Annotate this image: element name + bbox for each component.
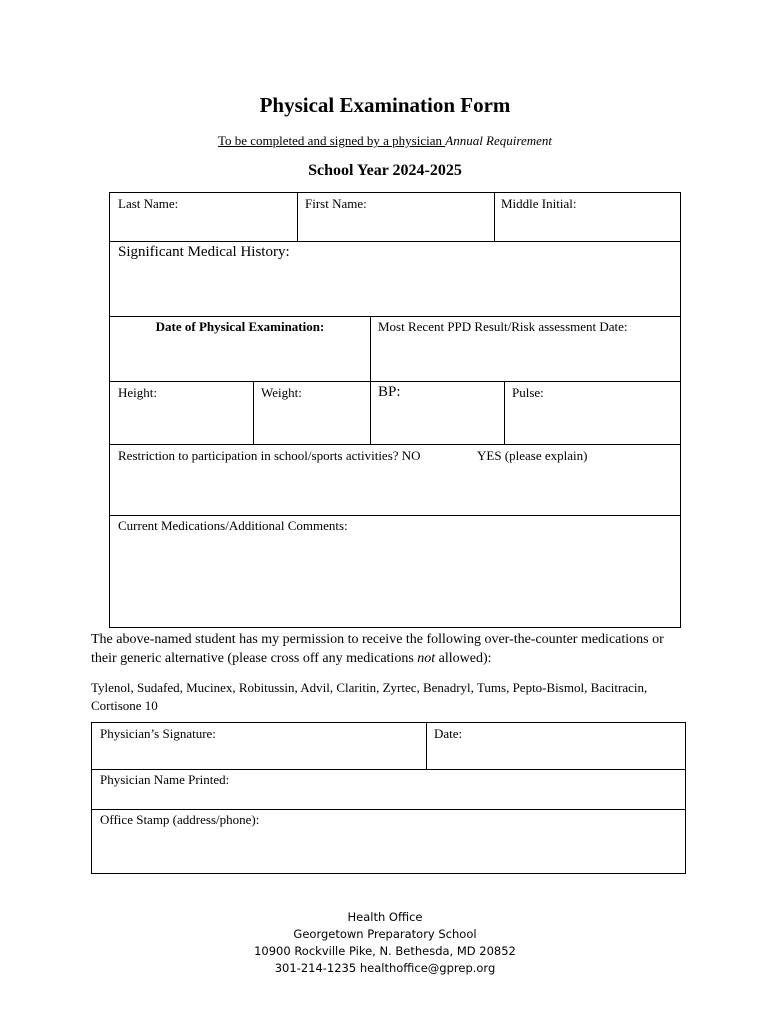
- table-border-right: [685, 722, 686, 874]
- health-office-footer: [0, 909, 770, 977]
- col-divider: [370, 316, 371, 444]
- medical-history-field[interactable]: Significant Medical History:: [118, 244, 290, 260]
- physician-name-field[interactable]: Physician Name Printed:: [100, 772, 230, 787]
- restriction-yes-option[interactable]: YES (please explain): [477, 448, 588, 463]
- table-border-bottom: [91, 873, 686, 874]
- col-divider: [504, 381, 505, 444]
- col-divider: [426, 722, 427, 770]
- permission-text-end: allowed):: [435, 651, 492, 666]
- permission-statement: [91, 630, 691, 668]
- permission-not: not: [417, 651, 436, 666]
- row-divider: [109, 381, 681, 382]
- middle-initial-field[interactable]: Middle Initial:: [501, 196, 577, 211]
- footer-address: 10900 Rockville Pike, N. Bethesda, MD 20852: [254, 944, 516, 958]
- row-divider: [91, 769, 686, 770]
- medications-comments-field[interactable]: Current Medications/Additional Comments:: [118, 518, 348, 533]
- last-name-field[interactable]: Last Name:: [118, 196, 179, 211]
- col-divider: [494, 192, 495, 241]
- row-divider: [109, 444, 681, 445]
- col-divider: [253, 381, 254, 444]
- restriction-question[interactable]: Restriction to participation in school/sports activities? NO: [118, 448, 421, 463]
- school-year: School Year 2024-2025: [308, 162, 462, 179]
- signature-date-field[interactable]: Date:: [434, 726, 463, 741]
- form-subtitle: [0, 133, 770, 149]
- form-title: Physical Examination Form: [259, 93, 511, 117]
- table-border-left: [91, 722, 92, 874]
- table-border-right: [680, 192, 681, 628]
- row-divider: [91, 809, 686, 810]
- permission-text: The above-named student has my permission to receive the following over-the-counter medications or their generic alternative (please cross off any medications: [91, 632, 664, 666]
- row-divider: [109, 515, 681, 516]
- col-divider: [297, 192, 298, 241]
- otc-medications-list: Tylenol, Sudafed, Mucinex, Robitussin, Advil, Claritin, Zyrtec, Benadryl, Tums, Pepto-Bismol, Bacitracin, Cortisone 10: [91, 680, 648, 713]
- table-border-top: [91, 722, 686, 723]
- pulse-field[interactable]: Pulse:: [512, 385, 544, 400]
- ppd-result-field[interactable]: Most Recent PPD Result/Risk assessment Date:: [378, 319, 628, 334]
- office-stamp-field[interactable]: Office Stamp (address/phone):: [100, 812, 260, 827]
- height-field[interactable]: Height:: [118, 385, 157, 400]
- first-name-field[interactable]: First Name:: [305, 196, 367, 211]
- row-divider: [109, 316, 681, 317]
- footer-office: Health Office: [347, 910, 423, 924]
- footer-contact: 301-214-1235 healthoffice@gprep.org: [274, 961, 496, 975]
- row-divider: [109, 241, 681, 242]
- subtitle-instruction: To be completed and signed by a physician: [217, 133, 446, 148]
- bp-field[interactable]: BP:: [378, 384, 401, 400]
- exam-date-field[interactable]: Date of Physical Examination:: [155, 319, 325, 334]
- weight-field[interactable]: Weight:: [261, 385, 302, 400]
- physician-signature-field[interactable]: Physician’s Signature:: [100, 726, 216, 741]
- table-border-left: [109, 192, 110, 628]
- footer-school: Georgetown Preparatory School: [293, 927, 477, 941]
- subtitle-requirement: Annual Requirement: [445, 133, 552, 148]
- table-border-top: [109, 192, 681, 193]
- table-border-bottom: [109, 627, 681, 628]
